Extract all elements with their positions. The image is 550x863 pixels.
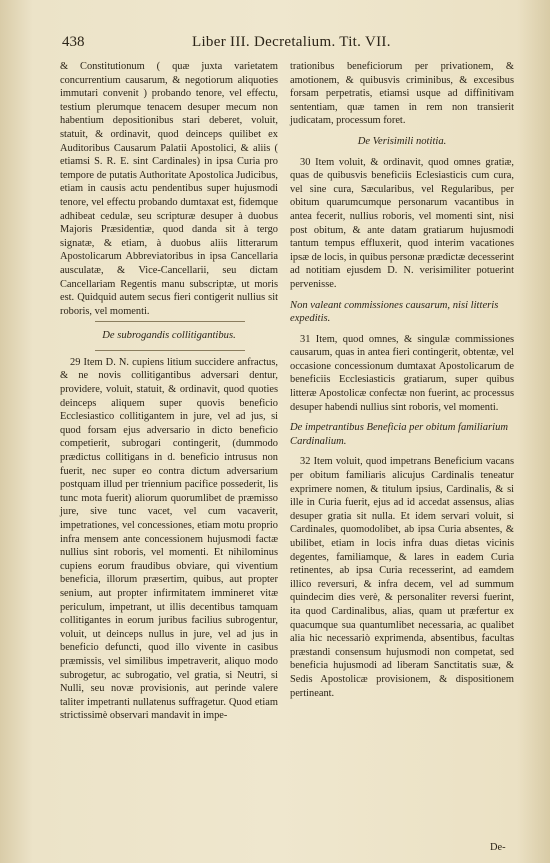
left-column (60, 60, 278, 723)
paragraph-29: 29 Item D. N. cupiens litium succidere anfractus, & ne novis collitigantibus adversari dentur, providere, voluit, statuit, & ordinavit, quod quoties deinceps aliquem super quovis beneficio Ecclesiastico collitigantem in jure, vel ad jus, si quod forsam ejus adversario in dicto beneficio competierit, subrogari contingerit, (dummodo prædictus collitigans in d. beneficio intrusus non fuerit, nec super eo contra dictum adversarium postquam illud per triennium pacifice possederit, lis tunc mota fuerit) aliorum quorumlibet de præmisso jure, sive tunc vacet, vel cum vacaverit, impetrationes, vel concessiones, etiam motu proprio infra mensem ante concessionem hujusmodi factæ nullius sint roboris, vel momenti. Et nihilominus cupiens eorum fraudibus obviare, qui viventium beneficia, illorum præsertim, quibus, aut propter senium, aut propter infirmitatem immineret vitæ periculum, impetrant, ut illis decentibus tamquam collitigantes in eorum juribus facilius subrogentur, voluit, ut deinceps nullus in jure, vel ad jus in beneficio defuncti, quod illo vivente in casibus præmissis, vel similibus impetraverit, aliquo modo subrogetur, ac subrogatio, vel gratia, si Neutri, si Nulli, seu novæ provisionis, aut perinde valere taliter impetranti nullatenus suffragetur. Quod etiam strictissimè observari mandavit in impe- (60, 356, 278, 722)
page-header (62, 34, 502, 56)
divider (95, 350, 245, 351)
divider (95, 321, 245, 322)
paragraph-continuation: & Constitutionum ( quæ juxta varietatem concurrentium causarum, & negotiorum aliquoties immutari convenit ) probando tenore, vel effectu, testium plerumque tenacem desuper mecum non habentium depositionibus stari deberet, voluit, statuit, & ordinavit, quod deinceps quilibet ex Auditoribus Causarum Palatii Apostolici, & aliis ( etiamsi S. R. E. sint Cardinales) in ipsa Curia pro tempore de putatis Authoritate Apostolica Judicibus, etiam in causis actu pendentibus super hujusmodi tenore, vel effectu probando dumtaxat est, fidemque adhibeat cedulæ, seu scripturæ desuper à duobus Majoris Præsidentiæ, quod danda sit à tergo signatæ, & etiam, à duobus aliis litterarum Apostolicarum Abbreviatoribus in ipsa Cancellaria ausculatæ, & Vice-Cancellarii, seu dictam Cancellariam Regentis manu subscriptæ, ut moris est. Quidquid autem secus fieri contigerit nullius sit roboris, vel momenti. (60, 61, 278, 317)
paragraph-32: 32 Item voluit, quod impetrans Beneficium vacans per obitum familiaris alicujus Cardinalis teneatur exprimere nomen, & titulum ipsius, Cardinalis, & si ille in Curia fuerit, ejus ad id accedat assensus, alias desuper gratia sit nulla. Et idem servari voluit, si Cardinales, quomodolibet, ab ipsa Curia absentes, & ubilibet, etiam in locis infra duas dietas vicinis degentes, familiamque, & lares in eadem Curia retinentes, ab ipsa Curia recesserint, ad eamdem illico reversuri, & infra decem, vel ad summum quindecim dies verè, & personaliter reversi fuerint, ita quod Cardinalibus, alias, quam ut præfertur ex quacumque sua quantumlibet necessaria, ac qualibet alia hic necessariò exprimenda, absentibus, facultas præstandi consensum hujusmodi non competat, sed beneficia hujusmodi ad liberam Sanctitatis suæ, & Sedis Apostolicæ provisionem, & dispositionem pertineant. (290, 456, 514, 699)
section-heading: De impetrantibus Beneficia per obitum familiarium Cardinalium. (290, 422, 509, 447)
section-heading: De Verisimili notitia. (357, 135, 447, 147)
catchword: De- (490, 842, 506, 853)
section-heading: De subrogandis collitigantibus. (102, 330, 236, 342)
paragraph-continuation: trationibus beneficiorum per privationem, & amotionem, & quibusvis criminibus, & excesibus forsam perpetratis, etiamsi usque ad diffinitivam sententiam, quæ tamen in rem non transierit judicatam, processum foret. (290, 61, 514, 127)
right-column (290, 60, 514, 700)
running-title: Liber III. Decretalium. Tit. VII. (192, 34, 391, 50)
paragraph-31: 31 Item, quod omnes, & singulæ commissiones causarum, quas in antea fieri contingerit, obtentæ, vel occasione concessionum dumtaxat Apostolicarum de beneficiis Ecclesiasticis gratiarum, super quibus litteræ Apostolicæ confectæ non fuerint, ac processus desuper habendi nullius sint roboris, vel momenti. (290, 333, 514, 413)
section-heading: Non valeant commissiones causarum, nisi litteris expeditis. (290, 299, 499, 325)
paragraph-30: 30 Item voluit, & ordinavit, quod omnes gratiæ, quas de quibusvis beneficiis Eclesiasticis cum cura, vel sine cura, Sæcularibus, vel Regularibus, per obitum quarumcumque personarum vacantibus in antea fecerit, nullius roboris, vel momenti sint, nisi post obitum, & ante datam gratiarum hujusmodi tantum tempus effluxerit, quod interim vacationes ipsæ de locis, in quibus personæ prædictæ decesserint ad notitiam ejusdem D. N. verisimiliter potuerint pervenisse. (290, 156, 514, 290)
page-number: 438 (62, 34, 85, 50)
